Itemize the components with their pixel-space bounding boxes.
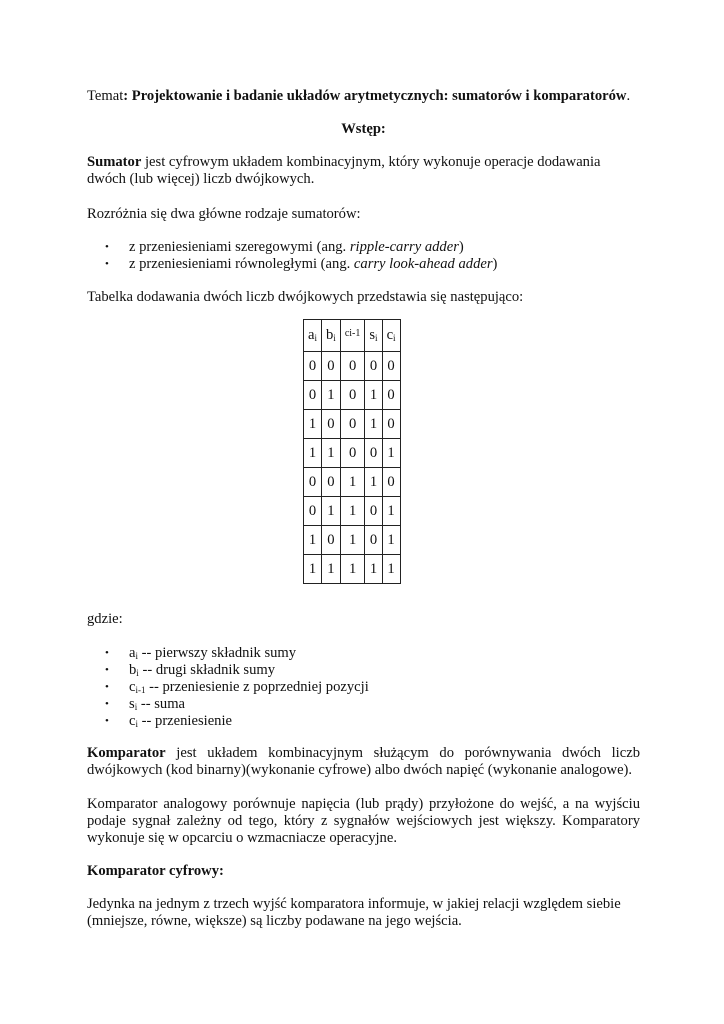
table-cell: 1 — [365, 410, 382, 439]
types-intro: Rozróżnia się dwa główne rodzaje sumatorów: — [87, 206, 361, 222]
table-cell: 0 — [382, 352, 400, 381]
legend-list — [87, 645, 369, 730]
digital-heading: Komparator cyfrowy: — [87, 863, 224, 879]
table-intro: Tabelka dodawania dwóch liczb dwójkowych przedstawia się następująco: — [87, 289, 524, 305]
table-cell: 1 — [340, 497, 365, 526]
table-row — [304, 381, 401, 410]
table-row — [304, 468, 401, 497]
table-cell: 0 — [340, 439, 365, 468]
table-cell: 1 — [340, 555, 365, 584]
truth-table-body — [304, 352, 401, 584]
header-cell: $s_i$ — [365, 320, 382, 352]
table-cell: 0 — [304, 352, 322, 381]
table-cell: 0 — [365, 439, 382, 468]
table-cell: 0 — [382, 468, 400, 497]
table-cell: 1 — [365, 555, 382, 584]
table-row — [304, 439, 401, 468]
digital-paragraph: Jedynka na jednym z trzech wyjść komparatora informuje, w jakiej relacji względem siebie (mniejsze, równe, większe) są liczby podawane na jego wejścia. — [87, 896, 621, 929]
table-cell: 1 — [304, 526, 322, 555]
table-cell: 0 — [382, 410, 400, 439]
where-label: gdzie: — [87, 611, 123, 627]
table-cell: 0 — [365, 352, 382, 381]
list-item: • z przeniesieniami szeregowymi (ang. ripple-carry adder) — [87, 239, 497, 256]
table-header-row — [304, 320, 401, 352]
table-cell: 1 — [322, 381, 341, 410]
table-cell: 0 — [304, 468, 322, 497]
table-row — [304, 410, 401, 439]
table-cell: 1 — [382, 439, 400, 468]
list-item: • z przeniesieniami równoległymi (ang. carry look-ahead adder) — [87, 256, 497, 273]
table-cell: 1 — [322, 439, 341, 468]
truth-table — [303, 319, 401, 584]
table-cell: 0 — [340, 410, 365, 439]
table-cell: 1 — [340, 468, 365, 497]
list-item: • $a_i$ -- pierwszy składnik sumy — [87, 645, 369, 662]
table-row — [304, 526, 401, 555]
table-row — [304, 352, 401, 381]
header-cell: $c_i$ — [382, 320, 400, 352]
table-cell: 0 — [322, 526, 341, 555]
table-cell: 0 — [365, 497, 382, 526]
topic-line: Temat: Projektowanie i badanie układów arytmetycznych: sumatorów i komparatorów. — [87, 88, 631, 104]
table-row — [304, 497, 401, 526]
table-cell: 1 — [382, 497, 400, 526]
table-row — [304, 555, 401, 584]
sumator-term: Sumator — [87, 154, 142, 170]
table-cell: 1 — [322, 497, 341, 526]
table-cell: 0 — [340, 381, 365, 410]
table-cell: 1 — [382, 555, 400, 584]
table-cell: 0 — [322, 468, 341, 497]
analog-paragraph: Komparator analogowy porównuje napięcia (lub prądy) przyłożone do wejść, a na wyjściu podaje sygnał zależny od tego, który z sygnałów wejściowych jest większy. Komparatory wykonuje się w opcarciu o wzmacniacze operacyjne. — [87, 796, 640, 846]
list-item: • $c_i$ -- przeniesienie — [87, 713, 369, 730]
header-cell: $a_i$ — [304, 320, 322, 352]
table-cell: 1 — [365, 468, 382, 497]
table-cell: 1 — [340, 526, 365, 555]
table-cell: 1 — [304, 410, 322, 439]
table-cell: 0 — [322, 410, 341, 439]
intro-heading: Wstęp: — [341, 121, 386, 137]
header-cell: $b_i$ — [322, 320, 341, 352]
topic-title: : Projektowanie i badanie układów arytmetycznych: sumatorów i komparatorów — [123, 88, 627, 104]
table-cell: 0 — [382, 381, 400, 410]
list-item: • $c_{i-1}$ -- przeniesienie z poprzedniej pozycji — [87, 679, 369, 696]
table-cell: 0 — [340, 352, 365, 381]
table-cell: 1 — [382, 526, 400, 555]
table-cell: 0 — [322, 352, 341, 381]
table-cell: 0 — [304, 497, 322, 526]
table-cell: 1 — [322, 555, 341, 584]
list-item: • $b_i$ -- drugi składnik sumy — [87, 662, 369, 679]
adder-types-list — [87, 239, 497, 273]
table-cell: 1 — [304, 555, 322, 584]
table-cell: 1 — [365, 381, 382, 410]
table-cell: 0 — [365, 526, 382, 555]
table-cell: 1 — [304, 439, 322, 468]
sumator-paragraph: Sumator jest cyfrowym układem kombinacyjnym, który wykonuje operacje dodawania dwóch (lub więcej) liczb dwójkowych. — [87, 154, 601, 187]
list-item: • $s_i$ -- suma — [87, 696, 369, 713]
komparator-term: Komparator — [87, 745, 166, 761]
header-cell: ci-1 — [340, 320, 365, 352]
table-cell: 0 — [304, 381, 322, 410]
komparator-paragraph: Komparator jest układem kombinacyjnym służącym do porównywania dwóch liczb dwójkowych (kod binarny)(wykonanie cyfrowe) albo dwóch napięć (wykonanie analogowe). — [87, 745, 640, 778]
